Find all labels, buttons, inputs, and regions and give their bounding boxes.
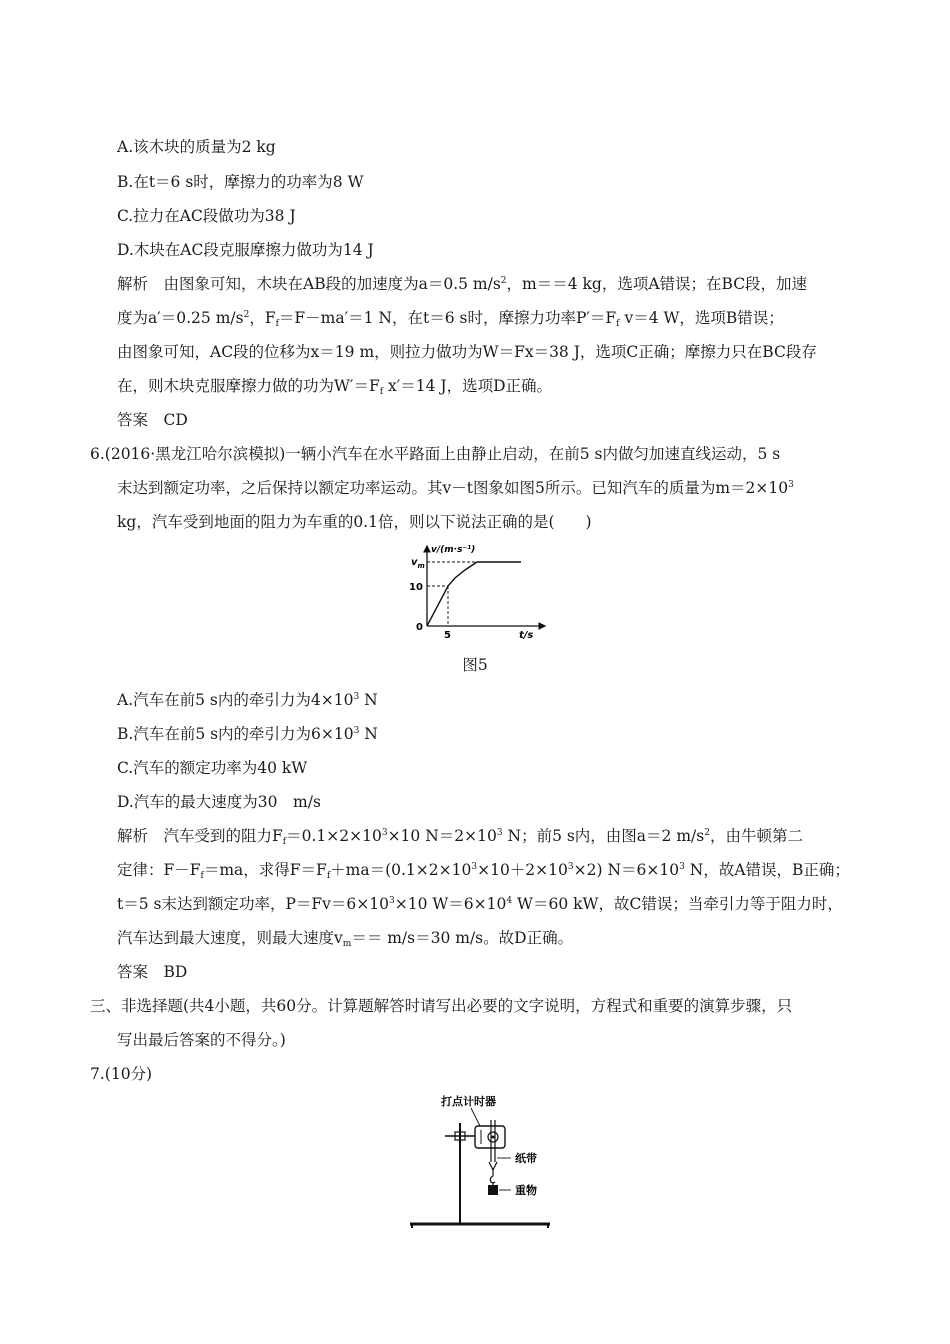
q6-option-d: D.汽车的最大速度为30 m/s <box>117 793 321 811</box>
figure-5-caption: 图5 <box>462 656 488 674</box>
q6-stem-line-1: 6.(2016·黑龙江哈尔滨模拟)一辆小汽车在水平路面上由静止启动，在前5 s内做匀加速直线运动，5 s <box>90 445 781 463</box>
ticker-timer-apparatus-figure <box>405 1090 555 1235</box>
tape-label: 纸带 <box>515 1152 537 1165</box>
velocity-curve <box>427 562 521 626</box>
q6-option-a: A.汽车在前5 s内的牵引力为$4\times 10^3$ N <box>117 691 378 709</box>
hook <box>490 1170 495 1183</box>
origin-label: 0 <box>416 622 423 633</box>
tick-label-5: 5 <box>444 630 451 640</box>
y-axis-label: v/(m·s⁻¹) <box>431 545 476 555</box>
x-axis-label: t/s <box>519 630 534 640</box>
section-3-heading-line-2: 写出最后答案的不得分。) <box>117 1031 286 1049</box>
q6-analysis-line-2: 定律：$F-F_f=ma$，求得$F=F_f+ma=(0.1\times 2\times 10^3\times 10+2\times 10^3\times 2)$ $N=6\times 10^3$ N，故A错误，B正确； <box>117 861 850 881</box>
q6-option-b: B.汽车在前5 s内的牵引力为$6\times 10^3$ N <box>117 725 378 743</box>
section-3-heading-line-1: 三、非选择题(共4小题，共60分。计算题解答时请写出必要的文字说明，方程式和重要的演算步骤，只 <box>90 997 793 1015</box>
q6-stem-line-2: 末达到额定功率，之后保持以额定功率运动。其v－t图象如图5所示。已知汽车的质量为$m=2\times 10^3$ <box>117 479 794 497</box>
q5-option-c: C.拉力在AC段做功为38 J <box>117 207 296 225</box>
q6-stem-line-3: kg，汽车受到地面的阻力为车重的0.1倍，则以下说法正确的是( ) <box>117 513 592 531</box>
q7-stem: 7.(10分) <box>90 1065 153 1083</box>
timer-label: 打点计时器 <box>441 1095 496 1108</box>
weight-block <box>488 1185 498 1195</box>
q6-answer: 答案 BD <box>117 963 188 981</box>
weight-label: 重物 <box>515 1184 537 1197</box>
q6-option-c: C.汽车的额定功率为40 kW <box>117 759 308 777</box>
q6-analysis-line-4: 汽车达到最大速度，则最大速度$v_m== m/s=30$ m/s。故D正确。 <box>117 929 574 949</box>
q5-option-a: A.该木块的质量为2 kg <box>117 138 276 156</box>
timer-label-leader <box>471 1108 481 1128</box>
q6-analysis-line-1: 解析 汽车受到的阻力$F_f=0.1\times 2\times 10^3\times 10$ $N=2\times 10^3$ N；前5 s内，由图a＝2 $m/s^2$，由牛顿第二 <box>117 827 803 847</box>
q5-answer: 答案 CD <box>117 411 188 429</box>
tape-clip <box>489 1162 497 1170</box>
q6-analysis-line-3: t＝5 s末达到额定功率，$P=Fv=6\times 10^3\times 10$ $W=6\times 10^4$ W＝60 kW，故C错误；当牵引力等于阻力时， <box>117 895 843 913</box>
q5-option-d: D.木块在AC段克服摩擦力做功为14 J <box>117 241 374 259</box>
q5-analysis-line-1: 解析 由图象可知，木块在AB段的加速度为a＝0.5 $m/s^2$，m＝＝4 kg，选项A错误；在BC段，加速 <box>117 275 808 293</box>
tick-label-10: 10 <box>409 582 423 593</box>
q5-analysis-line-2: 度为a′＝0.25 $m/s^2$，$F_f=F-ma'=1$ N，在t＝6 s时，摩擦力功率$P'=F_f$ v＝4 W，选项B错误； <box>117 309 784 329</box>
q5-analysis-line-4: 在，则木块克服摩擦力做的功为$W'=F_f$ x′＝14 J，选项D正确。 <box>117 377 553 397</box>
vt-graph-figure <box>395 540 555 640</box>
timer-body <box>475 1126 505 1148</box>
q5-analysis-line-3: 由图象可知，AC段的位移为x＝19 m，则拉力做功为W＝Fx＝38 J，选项C正确；摩擦力只在BC段存 <box>117 343 817 361</box>
vm-label: $v_m$ <box>411 557 425 570</box>
q5-option-b: B.在t＝6 s时，摩擦力的功率为8 W <box>117 173 364 191</box>
